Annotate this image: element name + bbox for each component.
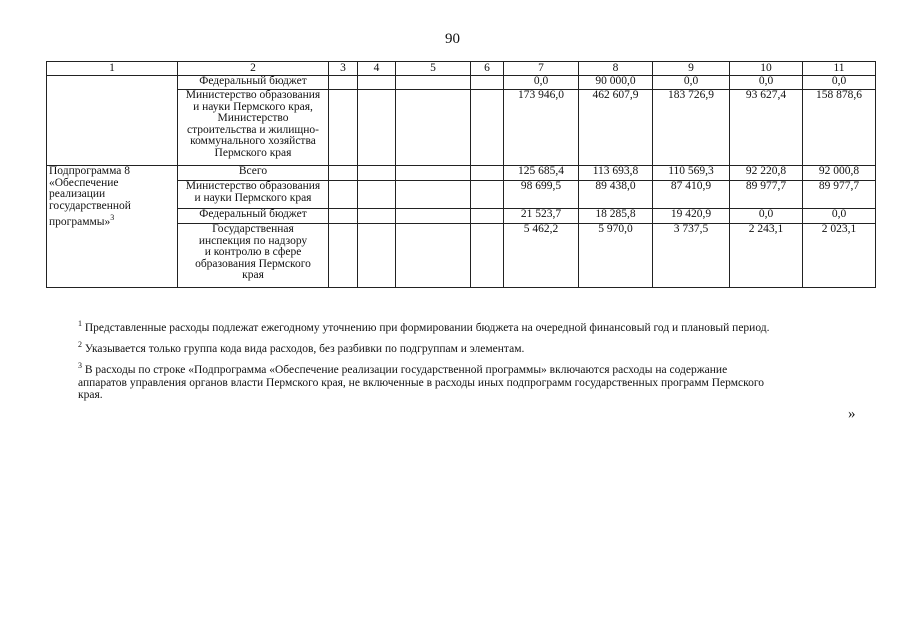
value-cell: 125 685,4 — [504, 166, 579, 181]
value-cell: 21 523,7 — [504, 209, 579, 224]
footnote-3: $^3$ В расходы по строке «Подпрограмма «Обеспечение реализации государственной программы» включаются расходы на содержание аппаратов управления органов власти Пермского края, не включенные в расходы иных подпрограмм государственных программ Пермского края. — [78, 361, 765, 401]
value-cell: 90 000,0 — [579, 76, 653, 90]
value-cell: 5 970,0 — [579, 224, 653, 288]
table-row — [47, 166, 876, 181]
value-cell: 89 977,7 — [803, 181, 876, 209]
row-label: Всего — [178, 166, 329, 181]
value-cell: 0,0 — [803, 76, 876, 90]
value-cell: 5 462,2 — [504, 224, 579, 288]
column-header: 11 — [803, 62, 876, 76]
value-cell: 462 607,9 — [579, 90, 653, 166]
value-cell: 2 243,1 — [730, 224, 803, 288]
value-cell: 0,0 — [504, 76, 579, 90]
row-label: Министерство образования и науки Пермского края, Министерство строительства и жилищно- коммунального хозяйства Пермского края — [178, 90, 329, 166]
value-cell: 98 699,5 — [504, 181, 579, 209]
column-header: 4 — [358, 62, 396, 76]
column-header: 7 — [504, 62, 579, 76]
value-cell: 113 693,8 — [579, 166, 653, 181]
empty-cell — [47, 76, 178, 166]
value-cell: 183 726,9 — [653, 90, 730, 166]
budget-table — [46, 61, 876, 288]
value-cell: 19 420,9 — [653, 209, 730, 224]
value-cell: 93 627,4 — [730, 90, 803, 166]
value-cell: 158 878,6 — [803, 90, 876, 166]
footnote-2: $^2$ Указывается только группа кода вида расходов, без разбивки по подгруппам и элементам. — [78, 340, 525, 355]
table-header-row — [47, 62, 876, 76]
value-cell: 0,0 — [730, 76, 803, 90]
column-header: 5 — [396, 62, 471, 76]
column-header: 8 — [579, 62, 653, 76]
footnote-ref: 3 — [110, 213, 115, 222]
value-cell: 87 410,9 — [653, 181, 730, 209]
column-header: 10 — [730, 62, 803, 76]
value-cell: 92 000,8 — [803, 166, 876, 181]
value-cell: 92 220,8 — [730, 166, 803, 181]
value-cell: 173 946,0 — [504, 90, 579, 166]
closing-quote: » — [848, 406, 856, 422]
row-label: Государственная инспекция по надзору и контролю в сфере образования Пермского края — [178, 224, 329, 288]
value-cell: 2 023,1 — [803, 224, 876, 288]
value-cell: 110 569,3 — [653, 166, 730, 181]
page-number: 90 — [445, 31, 460, 47]
subprogram-label: Подпрограмма 8 «Обеспечение реализации государственной программы»$^3$ — [47, 166, 178, 288]
column-header: 3 — [329, 62, 358, 76]
footnote-1: $^1$ Представленные расходы подлежат ежегодному уточнению при формировании бюджета на очередной финансовый год и плановый период. — [78, 319, 770, 334]
value-cell: 0,0 — [730, 209, 803, 224]
column-header: 9 — [653, 62, 730, 76]
row-label: Федеральный бюджет — [178, 76, 329, 90]
row-label: Министерство образования и науки Пермского края — [178, 181, 329, 209]
column-header: 2 — [178, 62, 329, 76]
value-cell: 0,0 — [803, 209, 876, 224]
value-cell: 3 737,5 — [653, 224, 730, 288]
value-cell: 0,0 — [653, 76, 730, 90]
column-header: 1 — [47, 62, 178, 76]
table-row — [47, 76, 876, 90]
value-cell: 89 438,0 — [579, 181, 653, 209]
row-label: Федеральный бюджет — [178, 209, 329, 224]
value-cell: 89 977,7 — [730, 181, 803, 209]
column-header: 6 — [471, 62, 504, 76]
value-cell: 18 285,8 — [579, 209, 653, 224]
